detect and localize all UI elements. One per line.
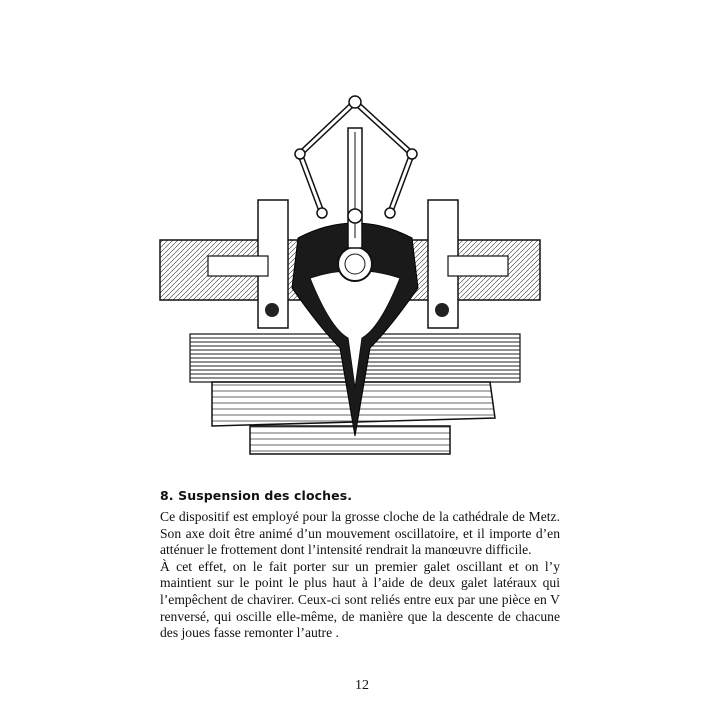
figure-caption <box>160 488 560 642</box>
bell-suspension-illustration <box>150 88 560 458</box>
caption-paragraph-1: Ce dispositif est employé pour la grosse cloche de la cathédrale de Metz. Son axe doit être animé d’un mouvement oscillatoire, et il importe d’en atténuer le frottement dont l’intensité rendrait la manœuvre difficile. <box>160 509 560 558</box>
page-number: 12 <box>355 678 369 693</box>
section-heading: 8. Suspension des cloches. <box>160 488 353 503</box>
caption-paragraph-2: À cet effet, on le fait porter sur un premier galet oscillant et on l’y maintient sur le point le plus haut à l’aide de deux galet latéraux qui l’empêchent de chavirer. Ceux-ci sont reliés entre eux par une pièce en V renversé, qui oscille elle-même, de manière que la descente de chacune des joues fasse remonter l’autre . <box>160 558 560 641</box>
